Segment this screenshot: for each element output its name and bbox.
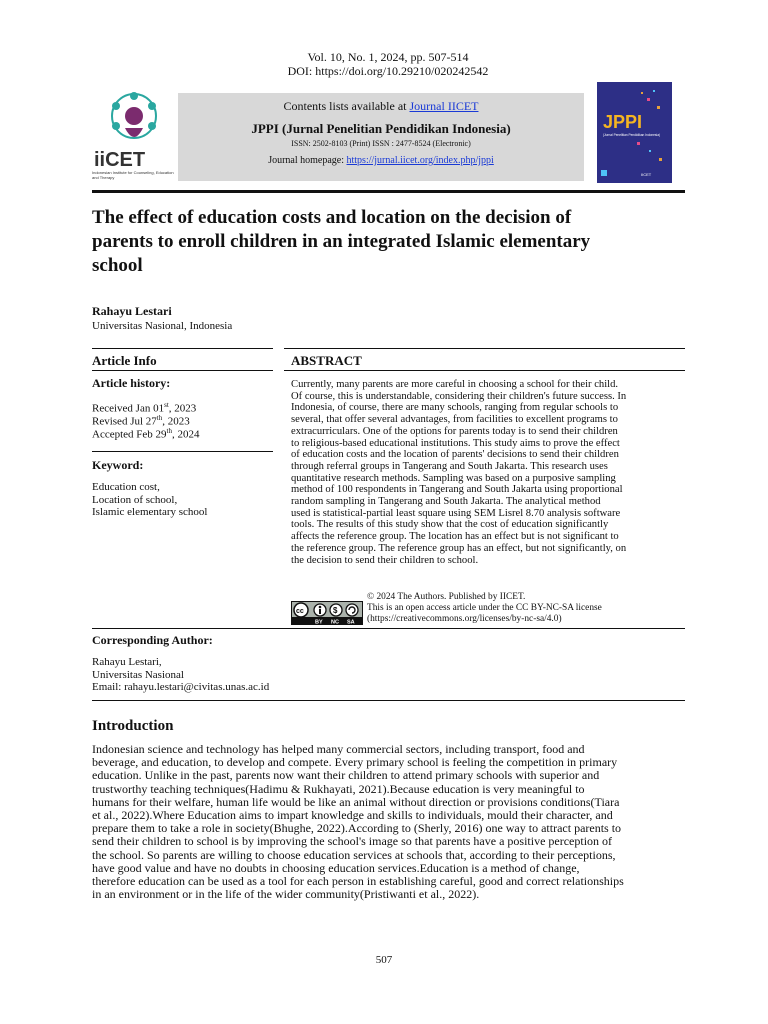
intro-line: have good value and have no doubts in choosing education services.Education is a method of change, [92, 860, 580, 875]
intro-line: humans for their welfare, human life would be like an animal without direction or provisions conditions(Tiara [92, 794, 620, 809]
abstract-line: extracurriculars. One of the options for parents today is to send their children [291, 425, 618, 437]
intro-line: Indonesian science and technology has helped many commercial sectors, including transport, food and [92, 742, 585, 756]
cover-art-icon [597, 82, 672, 183]
journal-iicet-link[interactable]: Journal IICET [409, 99, 479, 113]
abstract-line: to religious-based educational institutions. This study aims to prove the effect [291, 437, 620, 449]
intro-line: et al., 2022).Where Education aims to impart knowledge and skills to individuals, mould their character, and [92, 808, 613, 823]
abstract-text [291, 379, 681, 566]
iicet-logo [92, 88, 176, 184]
abstract-line: several, that offer several advantages, from facilities to excellent programs to [291, 414, 618, 426]
abstract-line: the decision to send their children to school. [291, 554, 479, 566]
cc-label: NC [331, 619, 339, 625]
abstract-line: tools. The results of this study show that the cost of education significantly [291, 519, 609, 531]
intro-line: beverage, and education, to develop and compete. Every primary school is feeling the competition in primary [92, 755, 618, 770]
logo-subtitle: Indonesian Institute for Counseling, Education and Therapy [92, 170, 174, 180]
corresponding-line: Rahayu Lestari, [92, 656, 162, 668]
corresponding-details [92, 656, 269, 694]
author-name: Rahayu Lestari [92, 304, 172, 318]
cc-label: BY [315, 619, 323, 625]
abstract-heading: ABSTRACT [291, 353, 362, 368]
intro-line: prepare them to take a role in society(Bhughe, 2022).According to (Sherly, 2016) one way to attract parents to [92, 821, 622, 836]
cc-label: SA [347, 619, 355, 625]
article-info-heading: Article Info [92, 353, 157, 368]
license-line: This is an open access article under the CC BY-NC-SA license [367, 603, 602, 613]
abstract-line: quantitative research methods. Sampling was based on a purposive sampling [291, 472, 616, 484]
keyword-list [92, 481, 207, 519]
intro-line: trustworthy teaching techniques(Hadimu & Rukhayati, 2021).Because education is very meaningful to [92, 781, 585, 796]
accepted-date: Accepted Feb 29th, 2024 [92, 427, 200, 441]
cover-subtitle: (Jurnal Penelitian Pendidikan Indonesia) [603, 133, 661, 137]
keyword-rule [92, 451, 273, 452]
abstract-line: Of course, this is understandable, considering their children's future success. In [291, 390, 627, 402]
corresponding-rule [92, 628, 685, 629]
introduction-heading: Introduction [92, 718, 174, 734]
intro-line: education. Unlike in the past, parents now want their children to attend primary schools with superior and [92, 768, 600, 783]
intro-line: the school. So parents are willing to choose education services at schools that, according to their perceptions, [92, 847, 616, 862]
intro-line: send their children to school is by improving the school's image so that parents have a positive perception of [92, 834, 613, 849]
abstract-line: Indonesia, of course, there are many schools, ranging from regular schools to [291, 402, 619, 414]
abstract-line: used is statistical-partial least square using SEM Lisrel 8.70 analysis software [291, 507, 621, 519]
revised-date: Revised Jul 27th, 2023 [92, 414, 190, 428]
title-line: school [92, 255, 143, 276]
header-rule [92, 190, 685, 193]
cc-license-badge[interactable] [291, 601, 363, 625]
cc-by-nc-sa-icon [291, 601, 363, 625]
keyword-heading: Keyword: [92, 458, 144, 472]
journal-banner [178, 93, 584, 181]
keyword-item: Islamic elementary school [92, 506, 208, 518]
received-date: Received Jan 01st, 2023 [92, 401, 197, 415]
corresponding-heading: Corresponding Author: [92, 633, 213, 647]
journal-title: JPPI (Jurnal Penelitian Pendidikan Indonesia) [251, 121, 511, 136]
title-line: parents to enroll children in an integrated Islamic elementary [92, 231, 591, 252]
homepage-prefix: Journal homepage: [268, 155, 347, 166]
license-line: (https://creativecommons.org/licenses/by-nc-sa/4.0) [367, 614, 562, 624]
article-history-heading: Article history: [92, 376, 171, 390]
page-number: 507 [375, 954, 393, 966]
keyword-item: Education cost, [92, 481, 160, 493]
info-bottom-rule [92, 700, 685, 701]
abstract-line: through referral groups in Tangerang and South Jakarta. This research uses [291, 460, 608, 472]
cover-publisher: IICET [641, 172, 652, 177]
info-top-rule [92, 348, 273, 349]
cover-title: JPPI [603, 112, 643, 132]
contents-availability [178, 99, 584, 114]
introduction-text [92, 743, 685, 901]
contents-prefix: Contents lists available at [283, 99, 410, 113]
corresponding-email: Email: rahayu.lestari@civitas.unas.ac.id [92, 681, 270, 693]
abstract-line: of education costs and the location of parents' decisions to send their children [291, 449, 619, 461]
svg-text:$: $ [333, 606, 338, 615]
license-line: © 2024 The Authors. Published by IICET. [367, 592, 526, 602]
article-title [92, 206, 682, 278]
abstract-top-rule [284, 348, 685, 349]
journal-homepage-link[interactable]: https://jurnal.iicet.org/index.php/jppi [346, 155, 494, 166]
abstract-line: random sampling in Tangerang and South Jakarta. The analytical method [291, 496, 601, 508]
title-line: The effect of education costs and location on the decision of [92, 207, 572, 228]
abstract-line: the reference group. The reference group has an effect, but not significantly, on [291, 542, 627, 554]
corresponding-line: Universitas Nasional [92, 668, 184, 681]
intro-line: in an environment or in the life of the wider community(Pristiwanti et al., 2022). [92, 887, 480, 902]
journal-issn: ISSN: 2502-8103 (Print) ISSN : 2477-8524 (Electronic) [291, 139, 471, 148]
license-text [367, 592, 687, 625]
doi-line: DOI: https://doi.org/10.29210/020242542 [287, 64, 489, 78]
abstract-line: method of 100 respondents in Tangerang and South Jakarta using proportional [291, 484, 623, 496]
abstract-line: Currently, many parents are more careful in choosing a school for their child. [291, 379, 619, 390]
volume-line: Vol. 10, No. 1, 2024, pp. 507-514 [307, 50, 469, 64]
journal-cover [597, 82, 672, 183]
abstract-head-rule [284, 370, 685, 371]
info-head-rule [92, 370, 273, 371]
intro-line: therefore education can be used as a tool for each person in establishing careful, good and correct relationships [92, 874, 624, 889]
journal-homepage [178, 155, 584, 166]
logo-text: iiCET [94, 149, 146, 171]
svg-text:cc: cc [296, 608, 304, 615]
author-affiliation: Universitas Nasional, Indonesia [92, 320, 233, 332]
keyword-item: Location of school, [92, 493, 178, 506]
abstract-line: affects the reference group. The location has an effect but is not significant to [291, 531, 619, 543]
